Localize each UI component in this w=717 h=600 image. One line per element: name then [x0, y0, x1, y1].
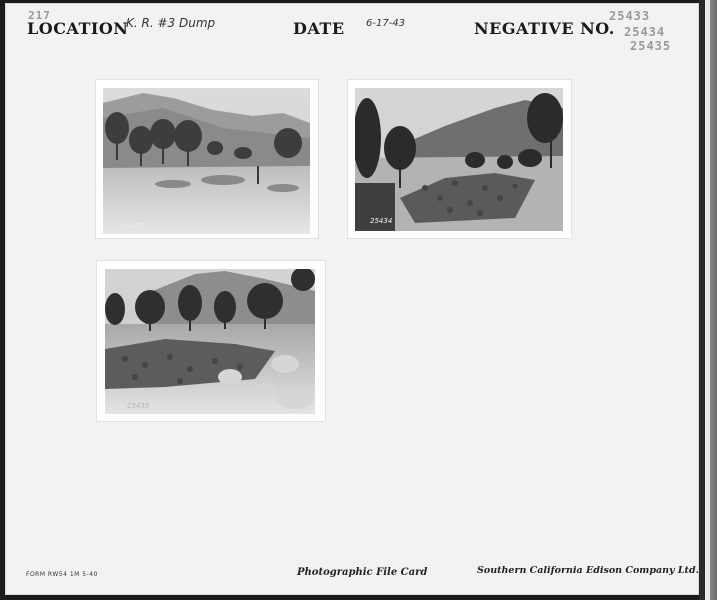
photo-mount-1 — [96, 80, 318, 238]
location-label: LOCATION — [27, 19, 129, 38]
photo-1 — [103, 88, 310, 234]
adjacent-card-edge — [699, 0, 717, 600]
photo-2-image — [355, 88, 563, 231]
photo-3-image — [105, 269, 315, 414]
form-code: FORM RW54 1M 5-40 — [26, 571, 98, 578]
photo-1-caption: 25433 — [121, 222, 144, 230]
negative-label: NEGATIVE NO. — [474, 19, 615, 38]
footer-title: Photographic File Card — [297, 567, 428, 578]
negative-number-3: 25435 — [630, 39, 672, 53]
location-value: K. R. #3 Dump — [126, 16, 216, 30]
footer-company: Southern California Edison Company Ltd. — [477, 565, 699, 576]
photo-3 — [105, 269, 315, 414]
photo-3-caption: 25435 — [127, 402, 150, 410]
photo-1-image — [103, 88, 310, 234]
corner-number: 217 — [28, 9, 51, 22]
date-value: 6-17-43 — [366, 18, 406, 29]
negative-number-2: 25434 — [624, 25, 666, 39]
photo-2 — [355, 88, 563, 231]
photo-mount-2 — [348, 80, 571, 238]
negative-number-1: 25433 — [609, 9, 651, 23]
date-label: DATE — [293, 19, 345, 38]
photo-2-caption: 25434 — [370, 217, 393, 225]
file-card — [5, 3, 699, 595]
photo-mount-3 — [97, 261, 325, 421]
